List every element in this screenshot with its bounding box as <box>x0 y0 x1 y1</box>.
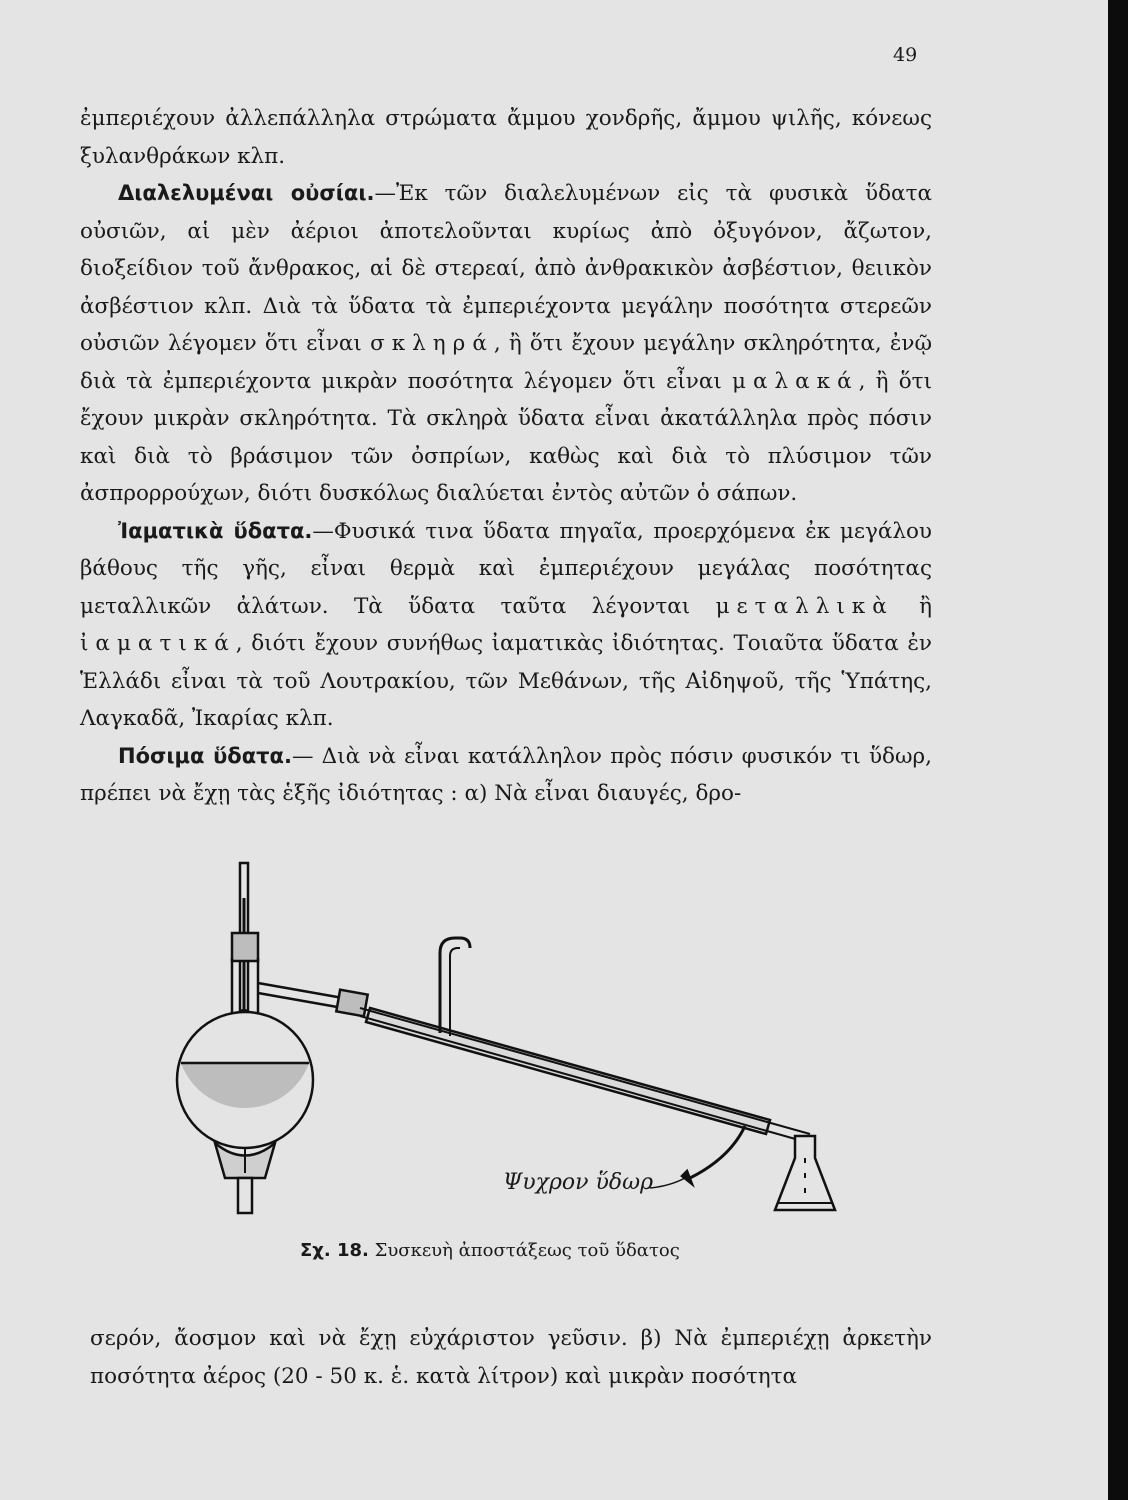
term-hard: σκληρά <box>370 331 494 356</box>
term-soft: μαλακά <box>732 368 859 394</box>
caption-number: Σχ. 18. <box>300 1240 369 1261</box>
section-heading-drinking: Πόσιμα ὕδατα. <box>118 743 292 768</box>
figure-caption <box>300 1240 680 1261</box>
stopper <box>232 933 258 961</box>
cold-water-label: Ψυχρον ὕδωρ <box>503 1170 654 1195</box>
term-metallic: μεταλλικὰ <box>715 593 894 619</box>
paragraph-continuation: ἐμπεριέχουν ἀλλεπάλληλα στρώματα ἄμμου χονδρῆς, ἄμμου ψιλῆς, κόνεως ξυλανθράκων κλπ. <box>80 106 932 169</box>
caption-text: Συσκευὴ ἀποστάξεως τοῦ ὕδατος <box>374 1240 680 1261</box>
paragraph-drinking-water-continued: σερόν, ἄοσμον καὶ νὰ ἔχῃ εὐχάριστον γεῦσιν. β) Νὰ ἐμπεριέχῃ ἀρκετὴν ποσότητα ἀέρος (20 - 50 κ. ἑ. κατὰ λίτρον) καὶ μικρὰν ποσότητα <box>90 1326 932 1389</box>
page-number: 49 <box>893 44 918 66</box>
paragraph-dissolved-substances: Διαλελυμέναι οὐσίαι.—Ἐκ τῶν διαλελυμένων εἰς τὰ φυσικὰ ὕδατα οὐσιῶν, αἱ μὲν ἀέριοι ἀποτελοῦνται κυρίως ἀπὸ ὀξυγόνον, ἄζωτον, διοξείδιον τοῦ ἄνθρακος, αἱ δὲ στερεαί, ἀπὸ ἀνθρακικὸν ἀσβέστιον, θειικὸν ἀσβέστιον κλπ. Διὰ τὰ ὕδατα τὰ ἐμπεριέχοντα μεγάλην ποσότητα στερεῶν οὐσιῶν λέγομεν ὅτι εἶναι σκληρά, ἢ ὅτι ἔχουν μεγάλην σκληρότητα, ἐνῷ διὰ τὰ ἐμπεριέχοντα μικρὰν ποσότητα λέγομεν ὅτι εἶναι μαλακά, ἢ ὅτι ἔχουν μικρὰν σκληρότητα. Τὰ σκληρὰ ὕδατα εἶναι ἀκατάλληλα πρὸς πόσιν καὶ διὰ τὸ βράσιμον τῶν ὀσπρίων, καθὼς καὶ διὰ τὸ πλύσιμον τῶν ἀσπρορρούχων, διότι δυσκόλως διαλύεται ἐντὸς αὐτῶν ὁ σάπων. <box>80 181 932 506</box>
paragraph-healing-waters: Ἰαματικὰ ὕδατα.—Φυσικά τινα ὕδατα πηγαῖα, προερχόμενα ἐκ μεγάλου βάθους τῆς γῆς, εἶναι θερμὰ καὶ ἐμπεριέχουν μεγάλας ποσότητας μεταλλικῶν ἀλάτων. Τὰ ὕδατα ταῦτα λέγονται μεταλλικὰ ἢ ἰαματικά, διότι ἔχουν συνήθως ἰαματικὰς ἰδιότητας. Τοιαῦτα ὕδατα ἐν Ἑλλάδι εἶναι τὰ τοῦ Λουτρακίου, τῶν Μεθάνων, τῆς Αἰδηψοῦ, τῆς Ὑπάτης, Λαγκαδᾶ, Ἰκαρίας κλπ. <box>80 518 932 731</box>
scan-edge <box>1108 0 1128 1500</box>
main-text-block <box>80 100 932 813</box>
section-heading-dissolved: Διαλελυμέναι οὐσίαι. <box>118 181 375 205</box>
distillation-apparatus-figure <box>170 858 880 1238</box>
paragraph-drinking-water: Πόσιμα ὕδατα.— Διὰ νὰ εἶναι κατάλληλον πρὸς πόσιν φυσικόν τι ὕδωρ, πρέπει νὰ ἔχῃ τὰς ἑξῆς ἰδιότητας : α) Νὰ εἶναι διαυγές, δρο- <box>80 743 932 806</box>
term-healing: ἰαματικά <box>80 631 236 656</box>
section-heading-healing: Ἰαματικὰ ὕδατα. <box>118 518 313 543</box>
